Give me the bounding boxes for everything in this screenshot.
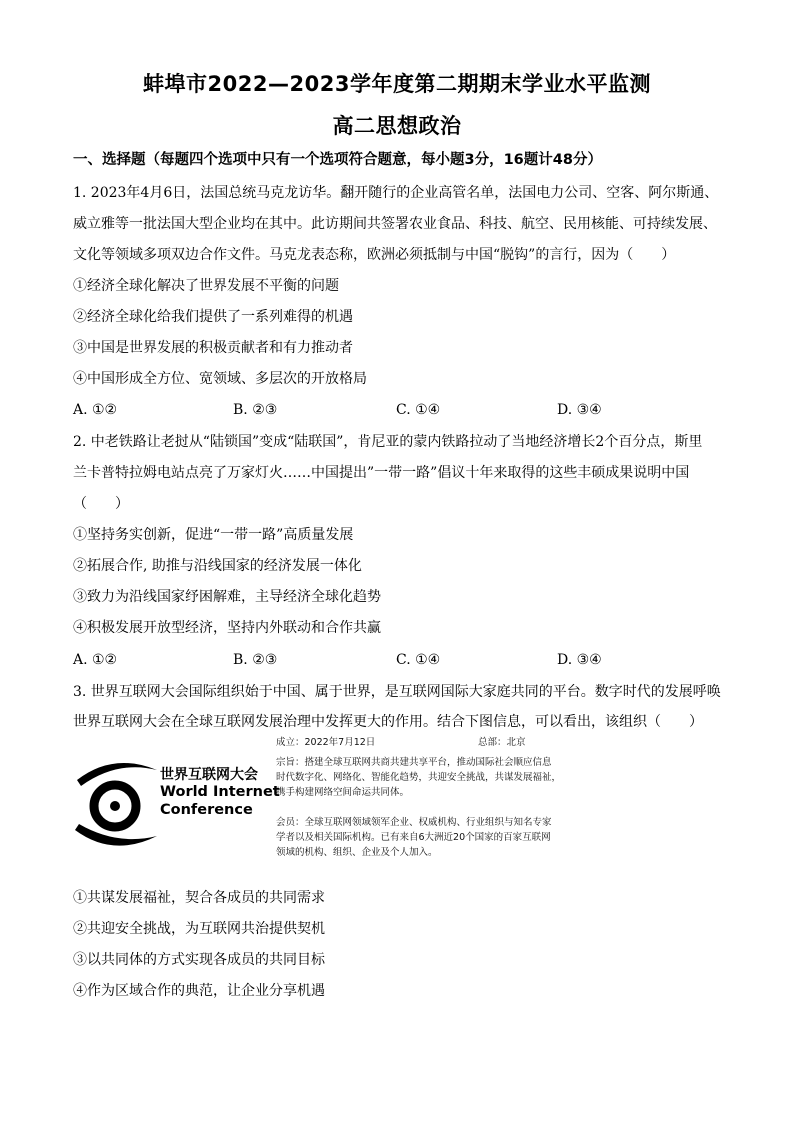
q1-item: ①经济全球化解决了世界发展不平衡的问题 [73, 278, 339, 294]
q3-stem-line: 世界互联网大会在全球互联网发展治理中发挥更大的作用。结合下图信息，可以看出，该组织（ ） [73, 714, 703, 730]
q3-stem-line: 3. 世界互联网大会国际组织始于中国、属于世界，是互联网国际大家庭共同的平台。数字时代的发展呼唤 [73, 684, 721, 700]
wic-mission-line: 宗旨：搭建全球互联网共商共建共享平台，推动国际社会顺应信息 [276, 757, 552, 768]
q2-item: ②拓展合作, 助推与沿线国家的经济发展一体化 [73, 558, 362, 574]
wic-logo-icon [73, 750, 159, 856]
q2-item: ④积极发展开放型经济，坚持内外联动和合作共赢 [73, 620, 381, 636]
q1-item: ④中国形成全方位、宽领域、多层次的开放格局 [73, 371, 367, 387]
exam-subtitle: 高二思想政治 [332, 114, 462, 138]
q2-stem-line: 2. 中老铁路让老挝从“陆锁国”变成“陆联国”，肯尼亚的蒙内铁路拉动了当地经济增长2个百分点，斯里 [73, 434, 703, 450]
exam-title: 蚌埠市2022—2023学年度第二期期末学业水平监测 [143, 72, 651, 96]
q3-item: ④作为区域合作的典范，让企业分享机遇 [73, 983, 325, 999]
q1-option-a: A. ①② [73, 402, 118, 418]
q2-option-d: D. ③④ [557, 652, 602, 668]
wic-info-figure [73, 736, 593, 861]
q2-stem-line: （ ） [73, 496, 129, 512]
q2-option-b: B. ②③ [233, 652, 278, 668]
wic-logo-en-line2: Conference [160, 802, 253, 818]
wic-mission-line: 时代数字化、网络化、智能化趋势，共迎安全挑战，共谋发展福祉， [276, 772, 562, 783]
wic-logo-en-line1: World Internet [160, 784, 280, 800]
q1-item: ②经济全球化给我们提供了一系列难得的机遇 [73, 309, 353, 325]
q3-item: ①共谋发展福祉，契合各成员的共同需求 [73, 890, 325, 906]
q1-option-b: B. ②③ [233, 402, 278, 418]
wic-logo-cn: 世界互联网大会 [160, 767, 258, 783]
wic-members-line: 会员：全球互联网领域领军企业、权威机构、行业组织与知名专家 [276, 817, 552, 828]
q2-option-c: C. ①④ [396, 652, 441, 668]
q2-stem-line: 兰卡普特拉姆电站点亮了万家灯火……中国提出”一带一路”倡议十年来取得的这些丰硕成果说明中国 [73, 465, 690, 481]
q2-option-a: A. ①② [73, 652, 118, 668]
q3-item: ③以共同体的方式实现各成员的共同目标 [73, 952, 325, 968]
wic-mission-line: 携手构建网络空间命运共同体。 [276, 787, 410, 798]
q2-item: ①坚持务实创新，促进“一带一路”高质量发展 [73, 527, 354, 543]
q1-option-c: C. ①④ [396, 402, 441, 418]
q1-stem-line: 威立雅等一批法国大型企业均在其中。此访期间共签署农业食品、科技、航空、民用核能、可持续发展、 [73, 216, 717, 232]
q1-item: ③中国是世界发展的积极贡献者和有力推动者 [73, 340, 353, 356]
wic-members-line: 学者以及相关国际机构。已有来自6大洲近20个国家的百家互联网 [276, 832, 551, 843]
q2-item: ③致力为沿线国家纾困解难，主导经济全球化趋势 [73, 589, 381, 605]
wic-headquarters: 总部：北京 [478, 737, 526, 748]
q1-option-d: D. ③④ [557, 402, 602, 418]
section-heading: 一、选择题（每题四个选项中只有一个选项符合题意，每小题3分，16题计48分） [73, 152, 602, 168]
wic-members-line: 领域的机构、组织、企业及个人加入。 [276, 847, 438, 858]
q1-stem-line: 1. 2023年4月6日，法国总统马克龙访华。翻开随行的企业高管名单，法国电力公司、空客、阿尔斯通、 [73, 185, 719, 201]
q1-stem-line: 文化等领域多项双边合作文件。马克龙表态称，欧洲必须抵制与中国“脱钩”的言行，因为（ ） [73, 247, 676, 263]
wic-founded: 成立：2022年7月12日 [276, 737, 376, 748]
q3-item: ②共迎安全挑战，为互联网共治提供契机 [73, 921, 325, 937]
